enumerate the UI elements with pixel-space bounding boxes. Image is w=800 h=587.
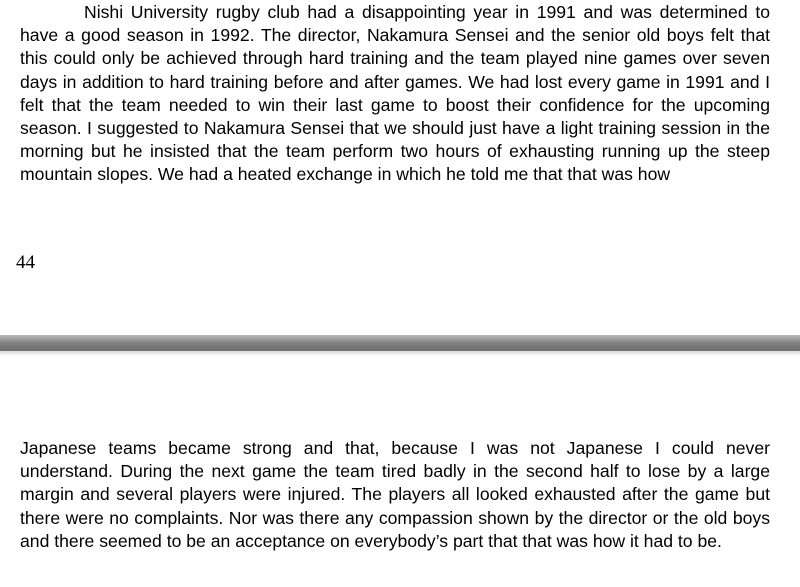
upper-page-paragraph: Nishi University rugby club had a disappointing year in 1991 and was determined to have a good season in 1992. The director, Nakamura Sensei and the senior old boys felt that this could only be achieved through hard training and the team played nine games over seven days in addition to hard training before and after games. We had lost every game in 1991 and I felt that the team needed to win their last game to boost their confidence for the upcoming season. I suggested to Nakamura Sensei that we should just have a light training session in the morning but he insisted that the team perform two hours of exhausting running up the steep mountain slopes. We had a heated exchange in which he told me that that was how — [20, 2, 770, 185]
lower-page-paragraph: Japanese teams became strong and that, because I was not Japanese I could never understand. During the next game the team tired badly in the second half to lose by a large margin and several players were injured. The players all looked exhausted after the game but there were no complaints. Nor was there any compassion shown by the director or the old boys and there seemed to be an acceptance on everybody’s part that that was how it had to be. — [20, 438, 770, 551]
page-break-shadow — [0, 351, 800, 356]
page-number: 44 — [16, 252, 35, 273]
page-break-divider — [0, 335, 800, 351]
